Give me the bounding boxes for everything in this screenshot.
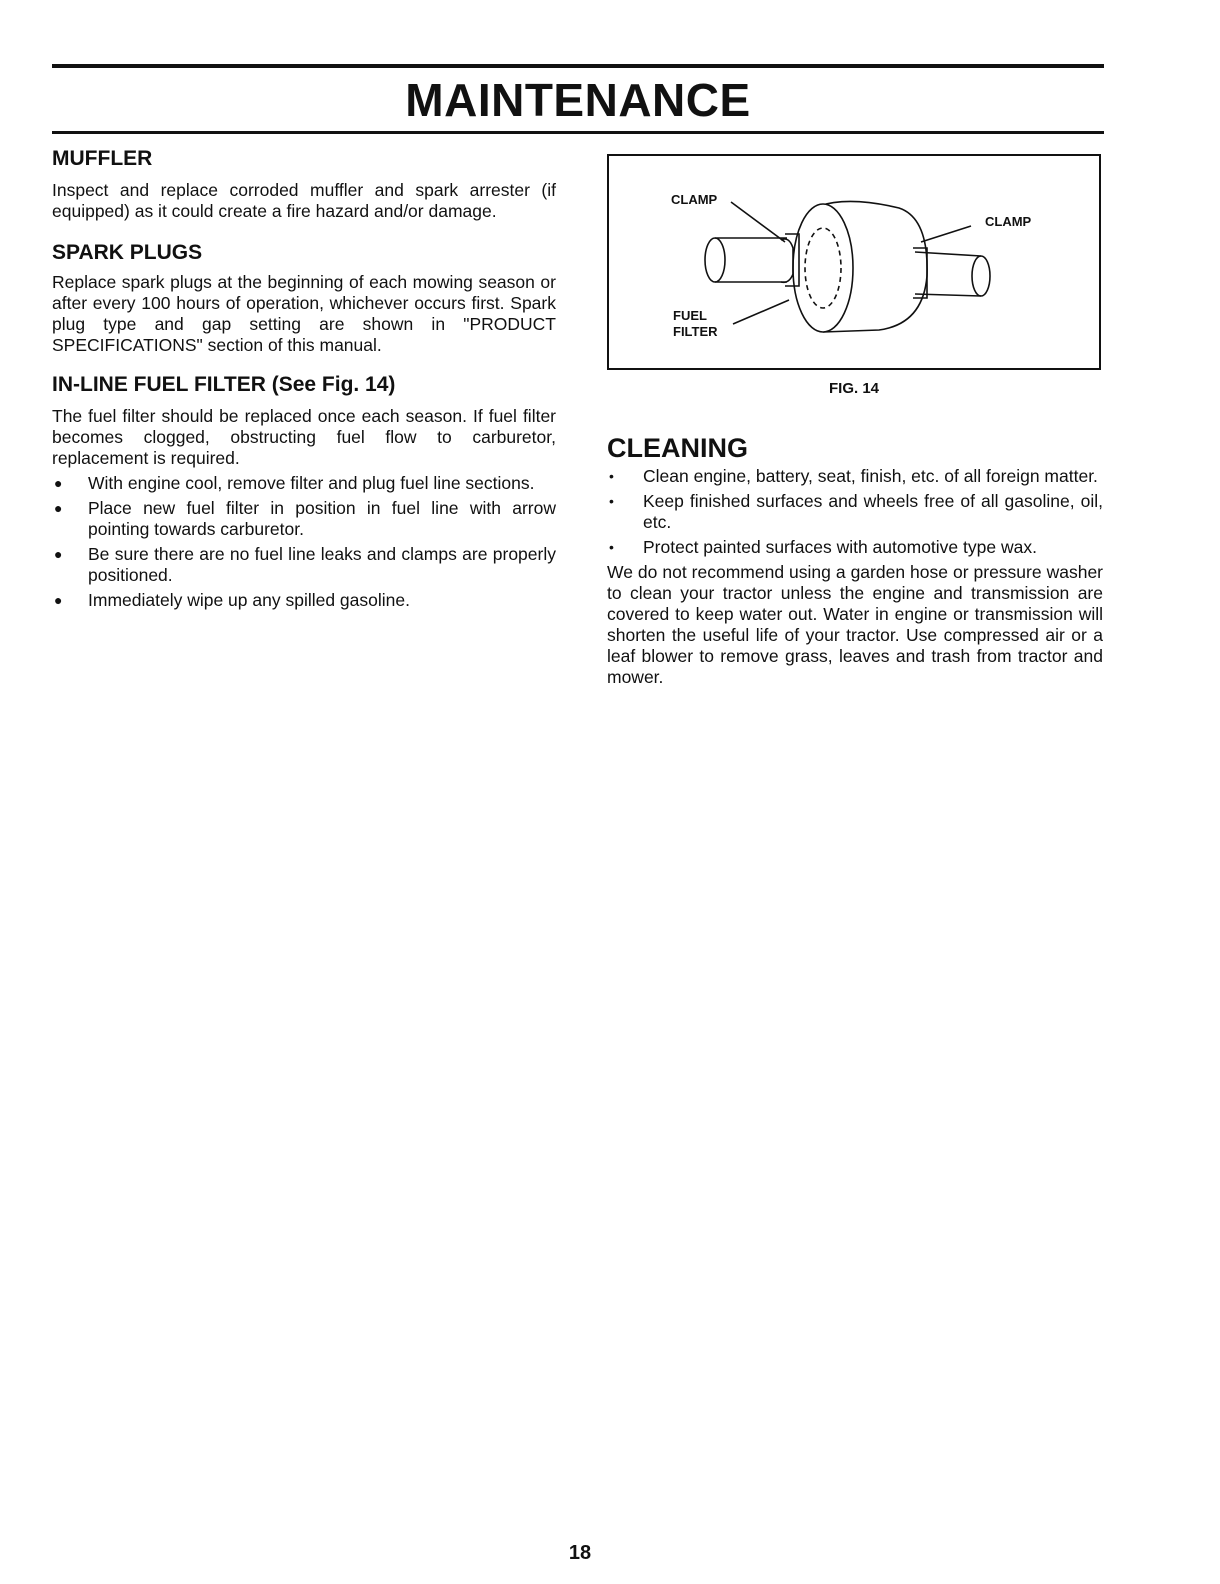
cleaning-section (607, 432, 1103, 688)
fuel-filter-diagram (609, 156, 1103, 372)
fuel-filter-figure (607, 154, 1101, 370)
right-fuel-line-end (972, 256, 990, 296)
list-item: • Keep finished surfaces and wheels free of all gasoline, oil, etc. (609, 491, 1103, 532)
bullet-icon: • (609, 493, 614, 509)
title-rule (52, 131, 1104, 134)
label-filter: FILTER (673, 324, 718, 339)
list-item: ● Be sure there are no fuel line leaks and clamps are properly positioned. (54, 544, 556, 585)
bullet-icon: • (609, 468, 614, 484)
left-clamp-shape (781, 239, 793, 282)
fuel-filter-section (52, 372, 556, 611)
bullet-icon: ● (54, 592, 63, 608)
spark-plugs-heading: SPARK PLUGS (52, 241, 203, 264)
fuel-filter-list (52, 473, 556, 611)
cleaning-list (607, 466, 1103, 558)
bullet-icon: ● (54, 475, 63, 491)
leader-clamp-right (921, 226, 971, 242)
list-item: ● Immediately wipe up any spilled gasoline. (54, 590, 410, 610)
cleaning-body: We do not recommend using a garden hose or pressure washer to clean your tractor unless the engine and transmission are covered to keep water out. Water in engine or transmission will shorten the useful life of your tractor. Use compressed air or a leaf blower to remove grass, leaves and trash from tractor and mower. (607, 562, 1103, 687)
left-column (52, 146, 556, 615)
list-item: ● With engine cool, remove filter and plug fuel line sections. (54, 473, 535, 493)
list-item: • Protect painted surfaces with automotive type wax. (609, 537, 1037, 557)
spark-plugs-body: Replace spark plugs at the beginning of each mowing season or after every 100 hours of operation, whichever occurs first. Spark plug type and gap setting are shown in "PRODUCT SPECIFICATIONS" section of this manual. (52, 272, 556, 355)
leader-fuel-filter (733, 300, 789, 324)
list-item: • Clean engine, battery, seat, finish, etc. of all foreign matter. (609, 466, 1098, 486)
figure-caption: FIG. 14 (828, 380, 880, 397)
muffler-section (52, 146, 556, 222)
left-fuel-line-end (705, 238, 725, 282)
label-fuel: FUEL (673, 308, 707, 323)
top-rule (52, 64, 1104, 68)
page-title: MAINTENANCE (405, 74, 751, 126)
page-number: 18 (568, 1542, 592, 1564)
muffler-heading: MUFFLER (52, 147, 153, 170)
list-item: ● Place new fuel filter in position in fuel line with arrow pointing towards carburetor. (54, 498, 556, 539)
leader-clamp-left (731, 202, 785, 242)
label-clamp-right: CLAMP (985, 214, 1032, 229)
bullet-icon: ● (54, 546, 63, 562)
filter-face (793, 204, 853, 332)
bullet-icon: ● (54, 500, 63, 516)
spark-plugs-section (52, 240, 556, 356)
cleaning-heading: CLEANING (607, 433, 748, 463)
fuel-filter-heading: IN-LINE FUEL FILTER (See Fig. 14) (52, 373, 396, 396)
muffler-body: Inspect and replace corroded muffler and spark arrester (if equipped) as it could create a fire hazard and/or damage. (52, 180, 556, 221)
bullet-icon: • (609, 539, 614, 555)
label-clamp-left: CLAMP (671, 192, 718, 207)
fuel-filter-body: The fuel filter should be replaced once each season. If fuel filter becomes clogged, obstructing fuel flow to carburetor, replacement is required. (52, 406, 556, 468)
